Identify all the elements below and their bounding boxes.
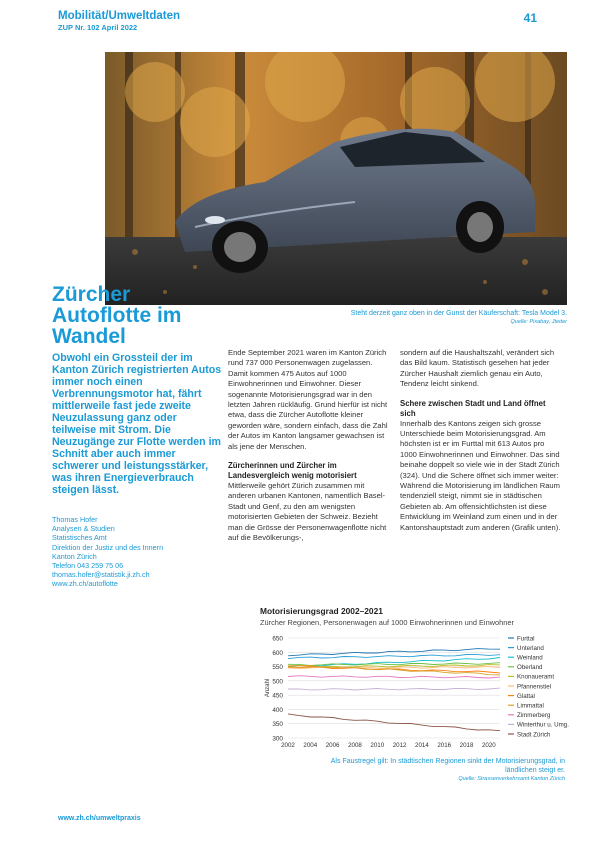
- legend-label: Knonaueramt: [517, 673, 555, 681]
- paragraph: sondern auf die Haushaltszahl, verändert sich das Bild kaum. Statistisch gesehen hat jeder Zürcher Haushalt ziemlich genau ein Auto, Tendenz leicht sinkend.: [400, 348, 555, 389]
- x-tick-label: 2014: [415, 742, 429, 749]
- photo-source: Quelle: Pixabay, Jteder: [510, 319, 567, 325]
- footer-link[interactable]: www.zh.ch/umweltpraxis: [58, 815, 141, 822]
- y-tick-label: 650: [272, 635, 283, 643]
- legend-label: Oberland: [517, 664, 543, 672]
- page-number: 41: [523, 11, 537, 25]
- chart-subtitle: Zürcher Regionen, Personenwagen auf 1000 Einwohnerinnen und Einwohner: [260, 618, 514, 627]
- y-tick-label: 450: [272, 692, 283, 700]
- series-line: [288, 688, 500, 690]
- x-tick-label: 2006: [325, 742, 340, 749]
- legend-label: Winterthur u. Umg.: [517, 721, 569, 729]
- author-phone: Telefon 043 259 75 06: [52, 561, 124, 571]
- author-name: Thomas Hofer: [52, 515, 98, 524]
- y-tick-label: 350: [272, 721, 283, 729]
- article-column-1: [228, 348, 391, 544]
- paragraph: Ende September 2021 waren im Kanton Zürich rund 737 000 Personenwagen zugelassen. Damit kommen 475 Autos auf 1000 Einwohnerinnen und Einwohner. Dieser sogenannte Motorisierungsgrad war in den letzten Jahren rückläufig. Grund hierfür ist nicht etwa, dass die Zürcher Autoflotte kleiner geworden wäre, sondern einfach, dass die Zahl der Autos im Kanton langsamer gewachsen ist als jene der Menschen.: [228, 348, 388, 451]
- chart-title: Motorisierungsgrad 2002–2021: [260, 606, 383, 616]
- y-tick-label: 500: [272, 678, 283, 686]
- car-photo: [105, 52, 567, 305]
- article-lead: Obwohl ein Grossteil der im Kanton Zürich registrierten Autos immer noch einen Verbrennungsmotor hat, fährt mittlerweile fast jede zweite Neuzulassung ganz oder teilweise mit Strom. Die Neuzugänge zur Flotte werden im Schnitt aber auch immer schwerer und leistungsstärker, was ihren Energieverbrauch steigen lässt.: [52, 352, 222, 496]
- photo-caption: [237, 309, 567, 327]
- y-tick-label: 600: [272, 649, 283, 657]
- author-email[interactable]: thomas.hofer@statistik.ji.zh.ch: [52, 570, 150, 580]
- legend-label: Weinland: [517, 654, 543, 662]
- photo-caption-text: Steht derzeit ganz oben in der Gunst der Käuferschaft: Tesla Model 3.: [350, 310, 567, 317]
- author-direction: Direktion der Justiz und des Innern: [52, 542, 164, 552]
- series-line: [288, 663, 500, 666]
- paragraph: Innerhalb des Kantons zeigen sich grosse Unterschiede beim Motorisierungsgrad. Am höchsten ist er im Furttal mit 613 Autos pro 1000 Einwohnerinnen und Einwohner. Das sind beinahe doppelt so viele wie in der Stadt Zürich (324). Und die Schere öffnet sich immer weiter: Während die Motorisierung im ländlichen Raum tendenziell steigt, nimmt sie in städtischen Gebieten ab. Am offensichtlichsten ist diese Entwicklung im Weinland zum einen und in der Kantonshauptstadt zum anderen (Grafik unten).: [400, 418, 561, 532]
- chart-plot: [260, 630, 580, 758]
- series-line: [288, 676, 500, 678]
- author-web-link[interactable]: www.zh.ch/autoflotte: [52, 579, 118, 589]
- x-tick-label: 2016: [437, 742, 452, 749]
- motorization-chart: [260, 606, 580, 749]
- legend-label: Zimmerberg: [517, 712, 551, 720]
- legend-label: Furttal: [517, 635, 535, 643]
- subheading: Schere zwischen Stadt und Land öffnet sich: [400, 398, 546, 418]
- page-header: [58, 10, 180, 32]
- y-tick-label: 300: [272, 735, 283, 743]
- article-column-2: [400, 348, 563, 533]
- chart-note: [320, 757, 565, 784]
- chart-note-text: Als Faustregel gilt: In städtischen Regionen sinkt der Motorisierungsgrad, in ländlichen steigt er.: [330, 758, 565, 774]
- x-tick-label: 2002: [281, 742, 295, 749]
- issue-label: ZUP Nr. 102 April 2022: [58, 23, 138, 32]
- y-tick-label: 550: [272, 664, 283, 672]
- author-office: Statistisches Amt: [52, 533, 107, 543]
- series-line: [288, 714, 500, 731]
- x-tick-label: 2020: [481, 742, 496, 749]
- article-headline: Zürcher Autoflotte im Wandel: [52, 283, 182, 348]
- section-title: Mobilität/Umweltdaten: [58, 10, 181, 22]
- x-tick-label: 2008: [348, 742, 362, 749]
- y-axis-label: Anzahl: [265, 678, 271, 698]
- paragraph: Mittlerweile gehört Zürich zusammen mit anderen urbanen Kantonen, namentlich Basel-Stadt und Genf, zu den am wenigsten motorisierten Gebieten der Schweiz. Bezieht man die Grösse der Personenwagenflotte nicht auf die Bevölkerungs-,: [228, 481, 387, 543]
- x-tick-label: 2012: [392, 742, 407, 749]
- x-tick-label: 2018: [459, 742, 474, 749]
- y-tick-label: 400: [272, 706, 283, 714]
- legend-label: Pfannenstiel: [517, 683, 552, 691]
- author-block: [52, 515, 222, 589]
- x-tick-label: 2010: [370, 742, 385, 749]
- subheading: Zürcherinnen und Zürcher im Landesvergleich wenig motorisiert: [228, 461, 357, 481]
- legend-label: Limmattal: [517, 702, 544, 710]
- legend-label: Stadt Zürich: [517, 731, 551, 739]
- author-canton: Kanton Zürich: [52, 551, 97, 561]
- author-role: Analysen & Studien: [52, 524, 115, 534]
- chart-note-source: Quelle: Strassenverkehrsamt Kanton Zürich: [458, 776, 565, 782]
- legend-label: Glattal: [517, 692, 535, 700]
- x-tick-label: 2004: [303, 742, 318, 749]
- legend-label: Unterland: [517, 644, 544, 652]
- series-line: [288, 655, 500, 659]
